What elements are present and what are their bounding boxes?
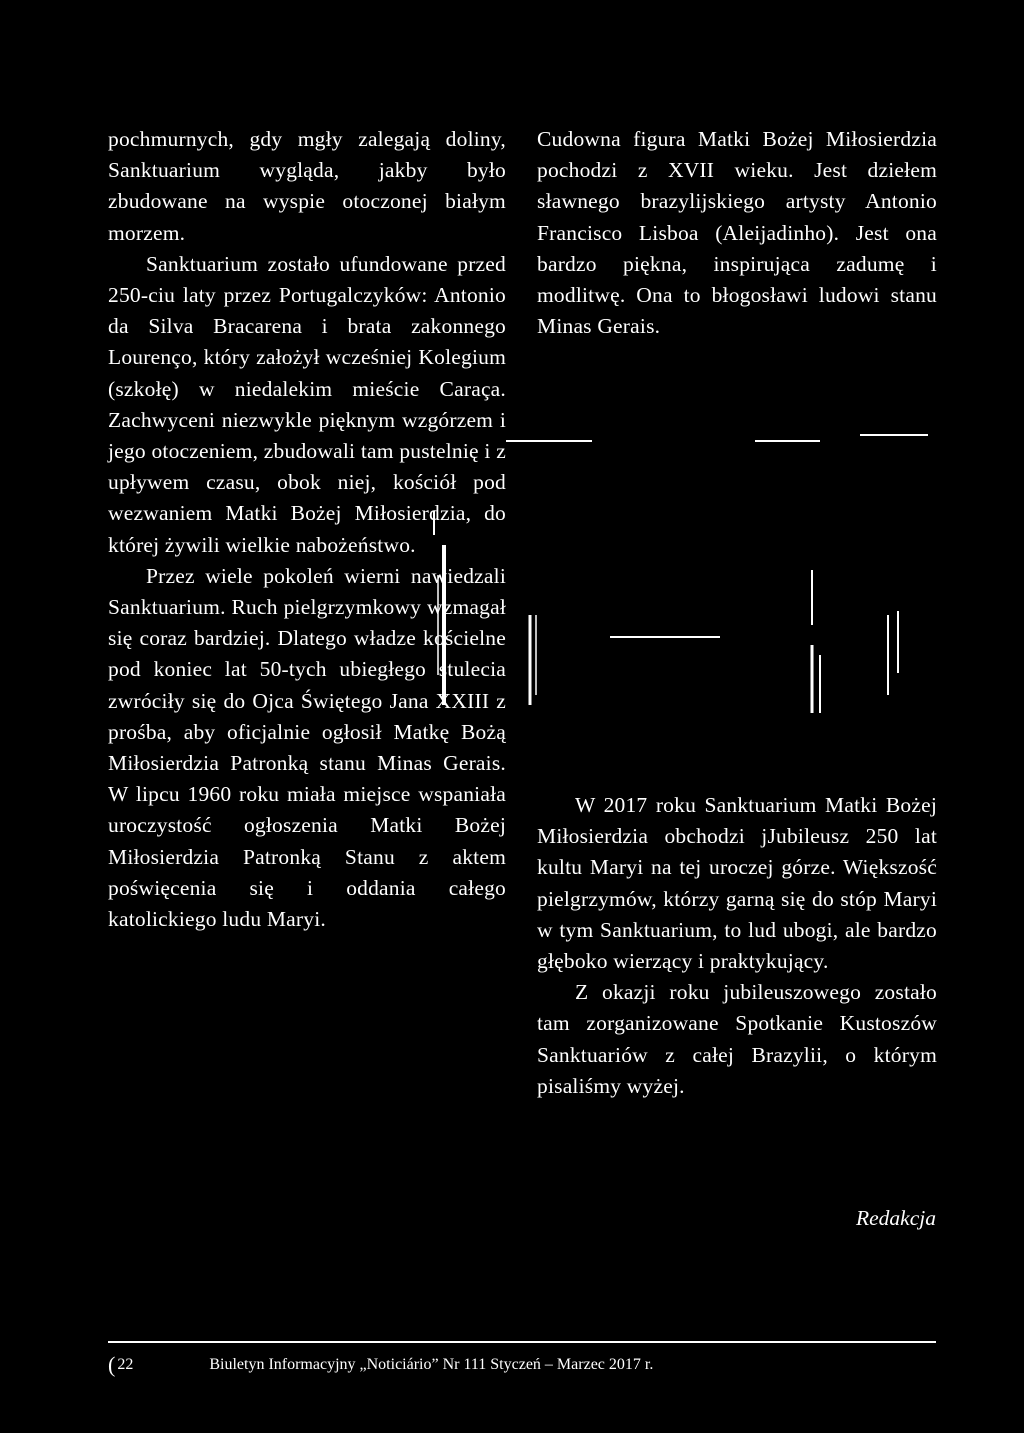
page-number bbox=[108, 1352, 133, 1378]
footer-rule bbox=[108, 1341, 936, 1343]
page-number-text: 22 bbox=[117, 1356, 134, 1373]
author-signature: Redakcja bbox=[856, 1206, 936, 1230]
sanctuary-photo bbox=[420, 415, 940, 735]
right-column-bottom bbox=[537, 790, 937, 1102]
page-footer bbox=[108, 1352, 936, 1378]
paragraph-statue: Cudowna figura Matki Bożej Miłosierdzia pochodzi z XVII wieku. Jest dziełem sławnego brazylijskiego artysty Antonio Francisco Lisboa (Aleijadinho). Jest ona bardzo piękna, inspirująca zadumę i modlitwę. Ona to błogosławi ludowi stanu Minas Gerais. bbox=[537, 127, 937, 339]
paragraph-jubilee: W 2017 roku Sanktuarium Matki Bożej Miłosierdzia obchodzi jJubileusz 250 lat kultu Maryi na tej uroczej górze. Większość pielgrzymów, którzy garną się do stóp Maryi w tym Sanktuarium, to lud ubogi, ale bardzo głęboko wierzący i praktykujący. bbox=[537, 793, 937, 974]
publication-title: Biuletyn Informacyjny „Noticiário” Nr 111 Styczeń – Marzec 2017 r. bbox=[209, 1356, 654, 1373]
paragraph-meeting: Z okazji roku jubileuszowego zostało tam zorganizowane Spotkanie Kustoszów Sanktuariów z całej Brazylii, o którym pisaliśmy wyżej. bbox=[537, 980, 937, 1098]
right-column-top bbox=[537, 124, 937, 342]
paragraph-pilgrims: Przez wiele pokoleń wierni nawiedzali Sanktuarium. Ruch pielgrzymkowy wzmagał się coraz bardziej. Dlatego władze kościelne pod koniec lat 50-tych ubiegłego stulecia zwróciły się do Ojca Świętego Jana XXIII z prośba, aby oficjalnie ogłosił Matkę Bożą Miłosierdzia Patronką stanu Minas Gerais. W lipcu 1960 roku miała miejsce wspaniała uroczystość ogłoszenia Matki Bożej Miłosierdzia Patronką Stanu z aktem poświęcenia się i oddania całego katolickiego ludu Maryi. bbox=[108, 563, 506, 932]
paragraph-founding: Sanktuarium zostało ufundowane przed 250-ciu laty przez Portugalczyków: Antonio da Silva Bracarena i brata zakonnego Lourenço, który założył wcześniej Kolegium (szkołę) w niedalekim mieście Caraça. Zachwyceni niezwykle pięknym wzgórzem i jego otoczeniem, zbudowali tam pustelnię i z upływem czasu, obok niej, kościół pod wezwaniem Matki Bożej Miłosierdzia, do której żywili wielkie nabożeństwo. bbox=[108, 251, 506, 557]
paragraph-intro: pochmurnych, gdy mgły zalegają doliny, Sanktuarium wygląda, jakby było zbudowane na wyspie otoczonej białym morzem. bbox=[108, 127, 506, 245]
bracket-icon: ( bbox=[108, 1352, 116, 1377]
